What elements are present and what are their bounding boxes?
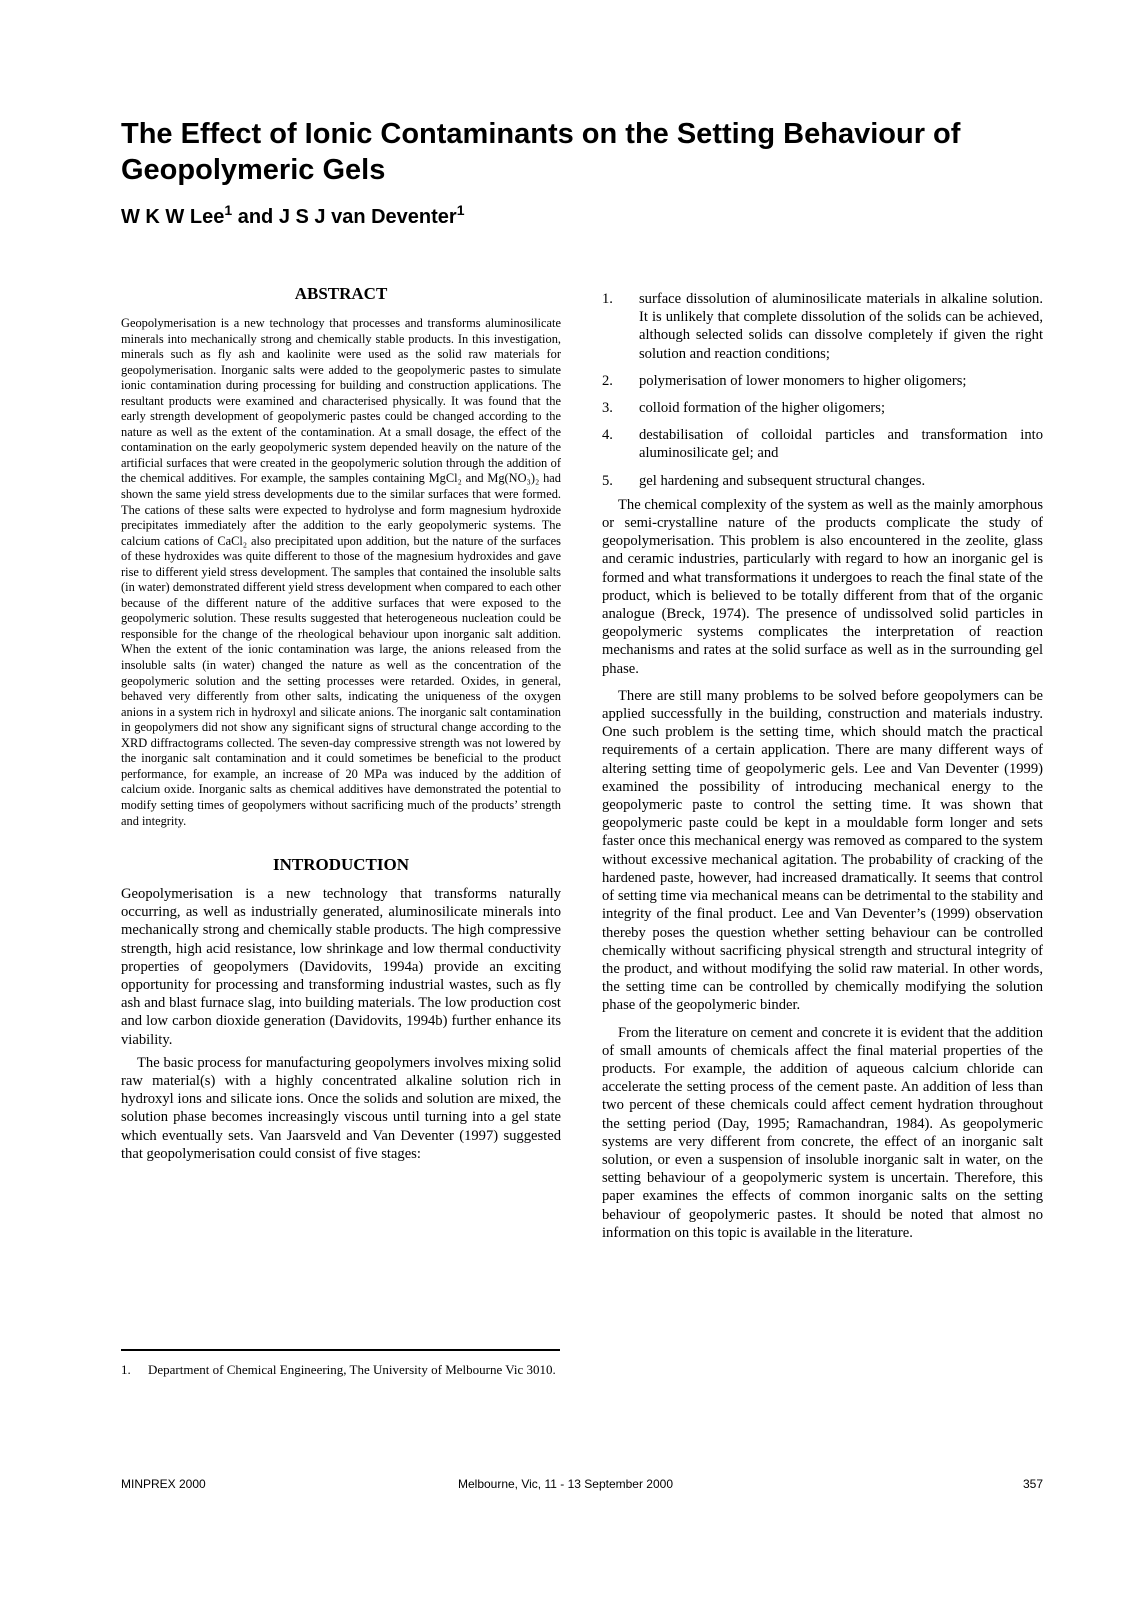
introduction-heading: INTRODUCTION xyxy=(272,855,410,875)
list-item xyxy=(602,372,1043,390)
author-line xyxy=(121,203,464,231)
footnote-divider xyxy=(121,1349,560,1351)
stage-list xyxy=(602,290,1043,490)
list-item xyxy=(602,426,1043,462)
stage-number: 4. xyxy=(602,427,613,444)
author-conjunction: and xyxy=(232,206,279,228)
footnote xyxy=(121,1362,561,1379)
footnote-number: 1. xyxy=(121,1362,131,1377)
right-column xyxy=(602,290,1043,1242)
stage-text: colloid formation of the higher oligomers; xyxy=(639,400,886,417)
stage-text: destabilisation of colloidal particles and transformation into aluminosilicate gel; and xyxy=(639,427,1043,462)
paper-title: The Effect of Ionic Contaminants on the Setting Behaviour of Geopolymeric Gels xyxy=(121,118,961,186)
stage-text: gel hardening and subsequent structural changes. xyxy=(639,472,926,489)
abstract-text: Geopolymerisation is a new technology that processes and transforms aluminosilicate minerals into mechanically strong and chemically stable products. In this investigation, minerals such as fly ash and kaolinite were used as the solid raw materials for geopolymerisation. Inorganic salts were added to the geopolymeric pastes to simulate ionic contamination during processing for building and construction applications. The resultant products were examined and characterised physically. It was found that the early strength development of geopolymeric pastes could be changed according to the nature as well as the extent of the contamination. At a small dosage, the effect of the contamination on the early geopolymeric system depended heavily on the nature of the artificial surfaces that were created in the geopolymeric solution through the addition of the chemical additives. For example, the samples containing MgCl₂ and Mg(NO₃)₂ had shown the same yield stress developments due to the similar surfaces that were formed. The cations of these salts were expected to hydrolyse and form magnesium hydroxide precipitates immediately after the addition to the early geopolymeric systems. The calcium cations of CaCl₂ also precipitated upon addition, but the nature of the surfaces of these hydroxides was quite different to those of the magnesium hydroxides and gave rise to different yield stress development. The samples that contained the insoluble salts (in water) demonstrated different yield stress development when compared to each other because of the different nature of the additive surfaces that were exposed to the geopolymeric solution. These results suggested that heterogeneous nucleation could be responsible for the change of the rheological behaviour upon inorganic salt addition. When the extent of the ionic contamination was large, the anions released from the insoluble salts (in water) changed the nature as well as the concentration of the geopolymeric solution and the setting processes were retarded. Oxides, in general, behaved very differently from other salts, indicating the uniqueness of the oxygen anions in a system rich in hydroxyl and silicate anions. The inorganic salt contamination in geopolymers did not show any significant signs of structural change according to the XRD diffractograms collected. The seven-day compressive strength was not lowered by the inorganic salt contamination and it could sometimes be beneficial to the product performance, for example, an increase of 20 MPa was induced by the addition of calcium oxide. Inorganic salts as chemical additives have demonstrated the potential to modify setting times of geopolymers without sacrificing much of the products’ strength and integrity. xyxy=(121,316,561,828)
author-name: W K W Lee xyxy=(121,206,225,228)
stage-number: 2. xyxy=(602,372,613,389)
stage-number: 5. xyxy=(602,472,613,489)
left-column xyxy=(121,284,561,1163)
stage-number: 3. xyxy=(602,400,613,417)
affiliation-marker: 1 xyxy=(224,202,233,218)
intro-paragraph: The chemical complexity of the system as well as the mainly amorphous or semi-crystalline nature of the products complicate the study of geopolymerisation. This problem is also encountered in the zeolite, glass and ceramic industries, particularly with regard to how an inorganic gel is formed and what transformations it undergoes to reach the final state of the product, which is believed to be totally different from that of the organic analogue (Breck, 1974). The presence of undissolved solid particles in geopolymeric systems complicates the interpretation of reaction mechanisms and rates at the solid surface as well as in the surrounding gel phase. xyxy=(602,496,1043,677)
page-number: 357 xyxy=(1022,1477,1043,1491)
footer-conference: MINPREX 2000 xyxy=(121,1477,206,1491)
stage-number: 1. xyxy=(602,291,613,307)
list-item xyxy=(602,290,1043,363)
list-item xyxy=(602,399,1043,417)
list-item xyxy=(602,472,1043,490)
footnote-text: Department of Chemical Engineering, The University of Melbourne Vic 3010. xyxy=(148,1362,556,1377)
affiliation-marker: 1 xyxy=(456,202,465,218)
intro-paragraph: Geopolymerisation is a new technology that transforms naturally occurring, as well as industrially generated, aluminosilicate minerals into mechanically strong and chemically stable products. The high compressive strength, high acid resistance, low shrinkage and low thermal conductivity properties of geopolymers (Davidovits, 1994a) provide an exciting opportunity for processing and transforming industrial wastes, such as fly ash and blast furnace slag, into building materials. The low production cost and low carbon dioxide generation (Davidovits, 1994b) further enhance its viability. xyxy=(121,886,561,1048)
intro-paragraph: The basic process for manufacturing geopolymers involves mixing solid raw material(s) with a highly concentrated alkaline solution rich in hydroxyl ions and silicate ions. Once the solids and solution are mixed, the solution phase becomes increasingly viscous until turning into a gel state which eventually sets. Van Jaarsveld and Van Deventer (1997) suggested that geopolymerisation could consist of five stages: xyxy=(121,1054,561,1162)
author-name: J S J van Deventer xyxy=(278,206,457,228)
stage-text: surface dissolution of aluminosilicate materials in alkaline solution. It is unlikely that complete dissolution of the solids can be achieved, although selected solids can dissolve completely if given the right solution and reaction conditions; xyxy=(639,291,1043,362)
intro-paragraph: There are still many problems to be solved before geopolymers can be applied successfully in the building, construction and materials industry. One such problem is the setting time, which should match the practical requirements of a certain application. There are many different ways of altering setting time of geopolymeric gels. Lee and Van Deventer (1999) examined the possibility of introducing mechanical energy to the geopolymeric paste to control the setting time. It was shown that geopolymeric paste could be kept in a mouldable form longer and sets faster once this mechanical energy was removed as compared to the system without excessive mechanical agitation. The probability of cracking of the hardened paste, however, had increased dramatically. It seems that control of setting time via mechanical means can be detrimental to the stability and integrity of the final product. Lee and Van Deventer’s (1999) observation thereby poses the question whether setting behaviour can be controlled chemically without sacrificing physical strength and structural integrity of the product, and without modifying the solid raw material. In other words, the setting time can be controlled by chemically modifying the solution phase of the geopolymeric binder. xyxy=(602,687,1043,1014)
stage-text: polymerisation of lower monomers to higher oligomers; xyxy=(639,372,967,389)
intro-paragraph: From the literature on cement and concrete it is evident that the addition of small amounts of chemicals affect the final material properties of the products. For example, the addition of aqueous calcium chloride can accelerate the setting process of the cement paste. An addition of less than two percent of these chemicals could affect cement hydration throughout the setting period (Day, 1995; Ramachandran, 1984). As geopolymeric systems are very different from concrete, the effect of an inorganic salt solution, or even a suspension of insoluble inorganic salt in water, on the setting behaviour of a geopolymeric system is uncertain. Therefore, this paper examines the effects of common inorganic salts on the setting behaviour of geopolymeric pastes. It should be noted that almost no information on this topic is available in the literature. xyxy=(602,1024,1043,1241)
footer-location-date: Melbourne, Vic, 11 - 13 September 2000 xyxy=(457,1477,674,1491)
abstract-heading: ABSTRACT xyxy=(294,284,388,303)
